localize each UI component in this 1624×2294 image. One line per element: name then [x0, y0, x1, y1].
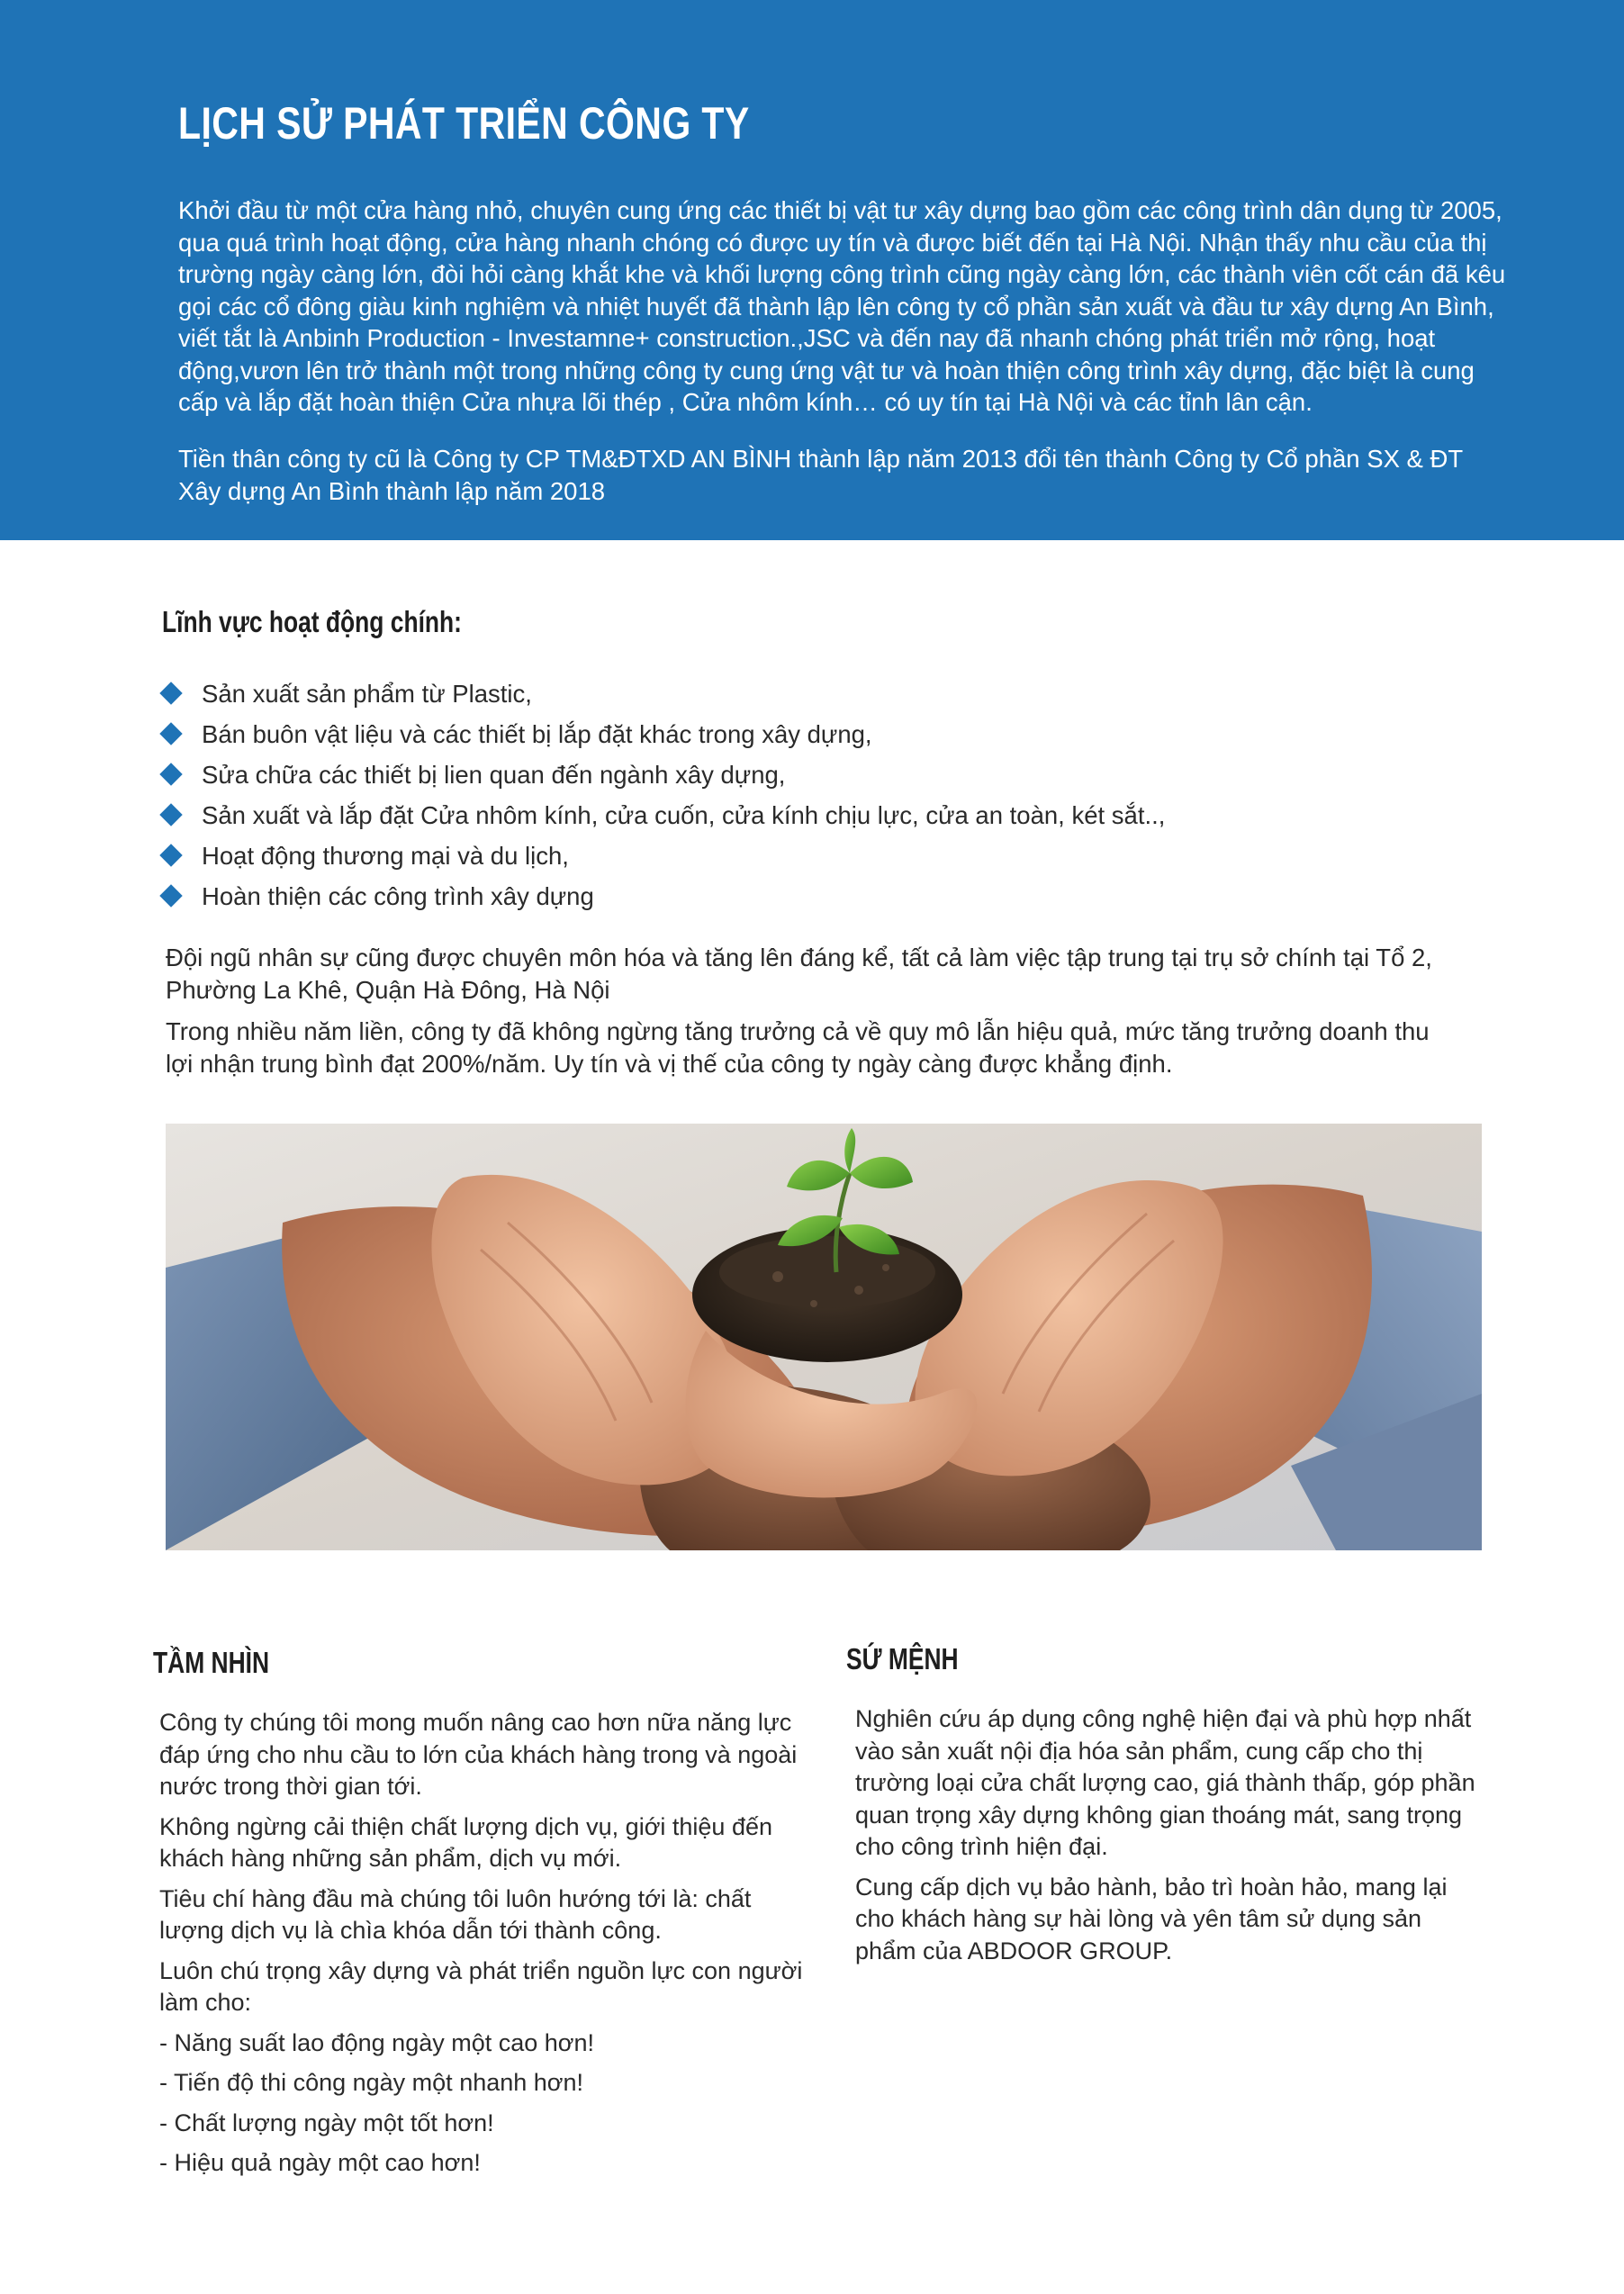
hands-seedling-photo	[166, 1124, 1482, 1550]
page-title: LỊCH SỬ PHÁT TRIỂN CÔNG TY	[178, 98, 750, 149]
mission-paragraph: Nghiên cứu áp dụng công nghệ hiện đại và phù hợp nhất vào sản xuất nội địa hóa sản phẩm, cung cấp cho thị trường loại cửa chất lượng cao, giá thành thấp, góp phần quan trọng xây dựng không gian thoáng mát, sang trọng cho công trình hiện đại.	[855, 1705, 1475, 1860]
mission-body	[855, 1703, 1485, 1975]
history-paragraph: Khởi đầu từ một cửa hàng nhỏ, chuyên cung ứng các thiết bị vật tư xây dựng bao gồm các công trình dân dụng từ 2005, qua quá trình hoạt động, cửa hàng nhanh chóng có được uy tín và được biết đến tại Hà Nội. Nhận thấy nhu cầu của thị trường ngày càng lớn, đòi hỏi càng khắt khe và khối lượng công trình cũng ngày càng lớn, các thành viên cốt cán đã kêu gọi các cổ đông giàu kinh nghiệm và nhiệt huyết đã thành lập lên công ty cổ phần sản xuất và đầu tư xây dựng An Bình, viết tắt là Anbinh Production - Investamne+ construction.,JSC và đến nay đã nhanh chóng phát triển mở rộng, hoạt động,vươn lên trở thành một trong những công ty cung ứng vật tư và hoàn thiện công trình xây dựng, đặc biệt là cung cấp và lắp đặt hoàn thiện Cửa nhựa lõi thép , Cửa nhôm kính… có uy tín tại Hà Nội và các tỉnh lân cận.	[178, 196, 1506, 416]
diamond-bullet-icon	[159, 722, 182, 745]
vision-paragraph: Luôn chú trọng xây dựng và phát triển nguồn lực con người làm cho:	[159, 1956, 803, 2016]
vision-goal-line: - Chất lượng ngày một tốt hơn!	[159, 2109, 494, 2136]
diamond-bullet-icon	[159, 682, 182, 704]
activities-heading: Lĩnh vực hoạt động chính:	[162, 605, 462, 638]
header-band	[0, 0, 1624, 540]
diamond-bullet-icon	[159, 803, 182, 826]
activity-item	[158, 795, 1509, 835]
activities-list	[158, 673, 1509, 917]
vision-paragraph: Công ty chúng tôi mong muốn nâng cao hơn nữa năng lực đáp ứng cho nhu cầu to lớn của khách hàng trong và ngoài nước trong thời gian tới.	[159, 1709, 798, 1800]
vision-body	[159, 1707, 807, 2188]
activity-item	[158, 673, 1509, 714]
activity-label: Hoạt động thương mại và du lịch,	[202, 842, 569, 870]
team-paragraph: Đội ngũ nhân sự cũng được chuyên môn hóa và tăng lên đáng kể, tất cả làm việc tập trung tại trụ sở chính tại Tổ 2, Phường La Khê, Quận Hà Đông, Hà Nội	[166, 944, 1432, 1004]
activity-item	[158, 754, 1509, 795]
activity-label: Sửa chữa các thiết bị lien quan đến ngành xây dựng,	[202, 761, 786, 789]
vision-goal-line: - Tiến độ thi công ngày một nhanh hơn!	[159, 2069, 584, 2096]
activity-label: Bán buôn vật liệu và các thiết bị lắp đặt khác trong xây dựng,	[202, 720, 872, 748]
mission-heading: SỨ MỆNH	[846, 1642, 959, 1675]
activity-item	[158, 876, 1509, 917]
predecessor-paragraph: Tiền thân công ty cũ là Công ty CP TM&ĐTXD AN BÌNH thành lập năm 2013 đổi tên thành Công ty Cổ phần SX & ĐT Xây dựng An Bình thành lập năm 2018	[178, 445, 1463, 505]
vision-paragraph: Không ngừng cải thiện chất lượng dịch vụ, giới thiệu đến khách hàng những sản phẩm, dịch vụ mới.	[159, 1812, 772, 1872]
vision-goal-line: - Hiệu quả ngày một cao hơn!	[159, 2149, 481, 2176]
activity-item	[158, 714, 1509, 754]
diamond-bullet-icon	[159, 884, 182, 907]
vision-heading: TẦM NHÌN	[153, 1646, 270, 1679]
diamond-bullet-icon	[159, 844, 182, 866]
activity-label: Hoàn thiện các công trình xây dựng	[202, 882, 594, 910]
activity-item	[158, 835, 1509, 876]
activity-label: Sản xuất sản phẩm từ Plastic,	[202, 680, 532, 708]
mission-paragraph: Cung cấp dịch vụ bảo hành, bảo trì hoàn hảo, mang lại cho khách hàng sự hài lòng và yên tâm sử dụng sản phẩm của ABDOOR GROUP.	[855, 1873, 1448, 1964]
growth-paragraph: Trong nhiều năm liền, công ty đã không ngừng tăng trưởng cả về quy mô lẫn hiệu quả, mức tăng trưởng doanh thu lợi nhận trung bình đạt 200%/năm. Uy tín và vị thế của công ty ngày càng được khẳng định.	[166, 1017, 1430, 1078]
diamond-bullet-icon	[159, 763, 182, 785]
activity-label: Sản xuất và lắp đặt Cửa nhôm kính, cửa cuốn, cửa kính chịu lực, cửa an toàn, két sắt..,	[202, 801, 1166, 829]
vision-paragraph: Tiêu chí hàng đầu mà chúng tôi luôn hướng tới là: chất lượng dịch vụ là chìa khóa dẫn tới thành công.	[159, 1884, 752, 1944]
vision-goal-line: - Năng suất lao động ngày một cao hơn!	[159, 2028, 595, 2056]
